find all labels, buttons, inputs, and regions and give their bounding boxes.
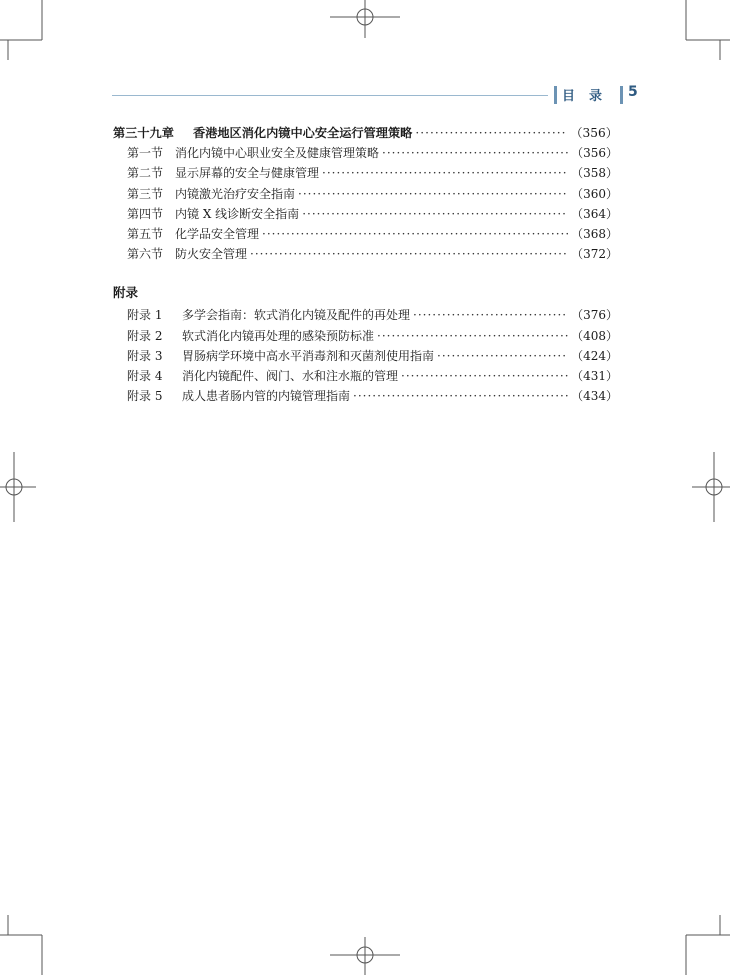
appendix-label: 附录 2: [127, 328, 163, 343]
toc-chapter-entry[interactable]: [113, 123, 618, 143]
leader-dots: [302, 204, 568, 224]
section-label: 第一节: [127, 146, 164, 161]
toc-section-entry[interactable]: [113, 143, 618, 163]
appendix-heading: 附录: [113, 285, 139, 301]
appendix-page: （424）: [571, 348, 618, 363]
chapter-page: （356）: [570, 126, 618, 140]
appendix-title: 软式消化内镜再处理的感染预防标准: [182, 328, 375, 343]
section-label: 第三节: [127, 186, 164, 201]
section-page: （372）: [571, 247, 618, 262]
section-page: （356）: [571, 146, 618, 161]
section-page: （360）: [571, 186, 618, 201]
toc-appendix-entry[interactable]: [113, 366, 618, 386]
leader-dots: [437, 346, 568, 366]
chapter-label: 第三十九章: [113, 126, 174, 140]
header-bar-left: [554, 86, 557, 104]
appendix-label: 附录 5: [127, 389, 163, 404]
section-label: 第六节: [127, 247, 164, 262]
toc-section-entry[interactable]: [113, 184, 618, 204]
section-title: 内镜激光治疗安全指南: [175, 186, 296, 201]
header-bar-right: [620, 86, 623, 104]
section-title: 防火安全管理: [175, 247, 248, 262]
section-page: （368）: [571, 226, 618, 241]
leader-dots: [322, 163, 568, 183]
header-title: 目录: [562, 89, 617, 104]
appendix-page: （434）: [571, 389, 618, 404]
appendix-label: 附录 4: [127, 368, 163, 383]
leader-dots: [413, 305, 568, 325]
header-rule: [112, 95, 548, 96]
toc-appendix-entry[interactable]: [113, 305, 618, 325]
table-of-contents: [113, 123, 618, 406]
appendix-page: （431）: [571, 368, 618, 383]
section-title: 化学品安全管理: [175, 226, 260, 241]
section-title: 消化内镜中心职业安全及健康管理策略: [175, 146, 380, 161]
leader-dots: [298, 184, 568, 204]
section-label: 第四节: [127, 206, 164, 221]
appendix-page: （376）: [571, 308, 618, 323]
running-header: [112, 84, 640, 108]
toc-appendix-entry[interactable]: [113, 386, 618, 406]
section-label: 第五节: [127, 226, 164, 241]
appendix-title: 成人患者肠内管的内镜管理指南: [182, 389, 351, 404]
appendix-title: 消化内镜配件、阀门、水和注水瓶的管理: [182, 368, 399, 383]
toc-appendix-entry[interactable]: [113, 326, 618, 346]
section-page: （364）: [571, 206, 618, 221]
leader-dots: [401, 366, 568, 386]
appendix-page: （408）: [571, 328, 618, 343]
appendix-label: 附录 1: [127, 308, 163, 323]
section-page: （358）: [571, 166, 618, 181]
toc-section-entry[interactable]: [113, 163, 618, 183]
leader-dots: [262, 224, 568, 244]
leader-dots: [377, 326, 568, 346]
section-title: 显示屏幕的安全与健康管理: [175, 166, 320, 181]
chapter-title: 香港地区消化内镜中心安全运行管理策略: [193, 126, 413, 140]
section-label: 第二节: [127, 166, 164, 181]
leader-dots: [382, 143, 568, 163]
header-page-number: 5: [628, 84, 638, 100]
leader-dots: [415, 123, 567, 143]
section-title: 内镜 X 线诊断安全指南: [175, 206, 300, 221]
appendix-title: 多学会指南：软式消化内镜及配件的再处理: [182, 308, 411, 323]
toc-section-entry[interactable]: [113, 204, 618, 224]
appendix-label: 附录 3: [127, 348, 163, 363]
toc-appendix-entry[interactable]: [113, 346, 618, 366]
leader-dots: [250, 244, 568, 264]
appendix-title: 胃肠病学环境中高水平消毒剂和灭菌剂使用指南: [182, 348, 435, 363]
leader-dots: [353, 386, 568, 406]
toc-section-entry[interactable]: [113, 244, 618, 264]
toc-section-entry[interactable]: [113, 224, 618, 244]
